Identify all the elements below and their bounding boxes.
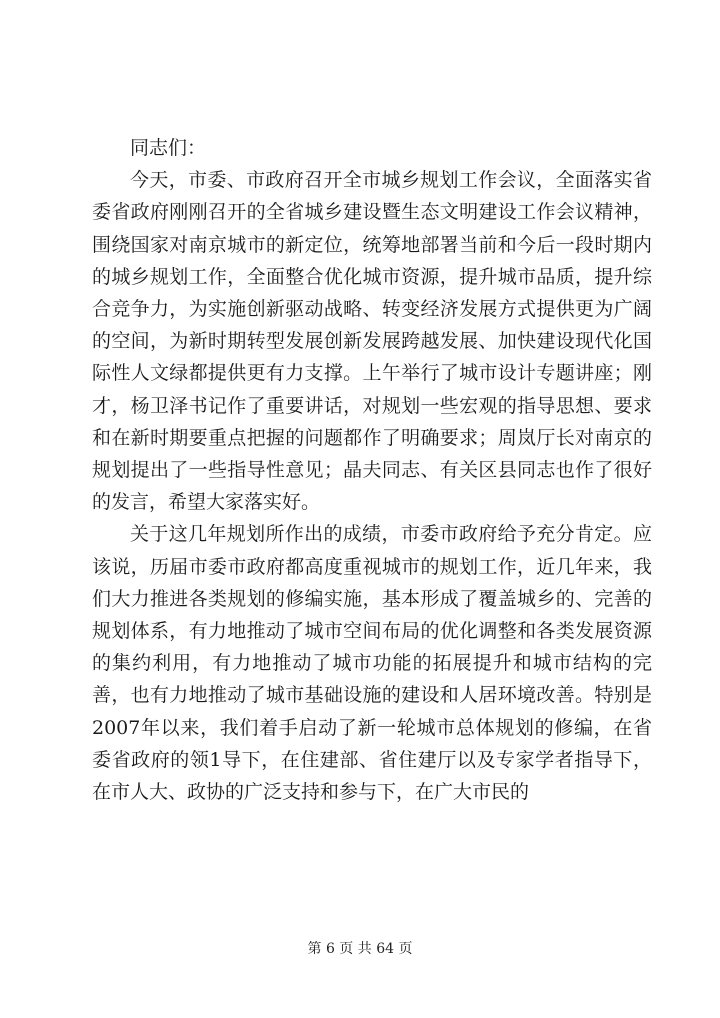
page-footer: 第 6 页 共 64 页 (307, 941, 413, 957)
document-body (92, 132, 652, 808)
paragraph: 今天，市委、市政府召开全市城乡规划工作会议，全面落实省委省政府刚刚召开的全省城乡建设暨生态文明建设工作会议精神，围绕国家对南京城市的新定位，统筹地部署当前和今后一段时期内的城乡规划工作，全面整合优化城市资源，提升城市品质，提升综合竞争力，为实施创新驱动战略、转变经济发展方式提供更为广阔的空间，为新时期转型发展创新发展跨越发展、加快建设现代化国际性人文绿都提供更有力支撑。上午举行了城市设计专题讲座；刚才，杨卫泽书记作了重要讲话，对规划一些宏观的指导思想、要求和在新时期要重点把握的问题都作了明确要求；周岚厅长对南京的规划提出了一些指导性意见；晶夫同志、有关区县同志也作了很好的发言，希望大家落实好。 (92, 169, 652, 514)
salutation: 同志们： (130, 137, 207, 159)
paragraph: 关于这几年规划所作出的成绩，市委市政府给予充分肯定。应该说，历届市委市政府都高度重视城市的规划工作，近几年来，我们大力推进各类规划的修编实施，基本形成了覆盖城乡的、完善的规划体系，有力地推动了城市空间布局的优化调整和各类发展资源的集约利用，有力地推动了城市功能的拓展提升和城市结构的完善，也有力地推动了城市基础设施的建设和人居环境改善。特别是2007年以来，我们着手启动了新一轮城市总体规划的修编，在省委省政府的领1导下，在住建部、省住建厅以及专家学者指导下，在市人大、政协的广泛支持和参与下，在广大市民的 (92, 523, 652, 804)
